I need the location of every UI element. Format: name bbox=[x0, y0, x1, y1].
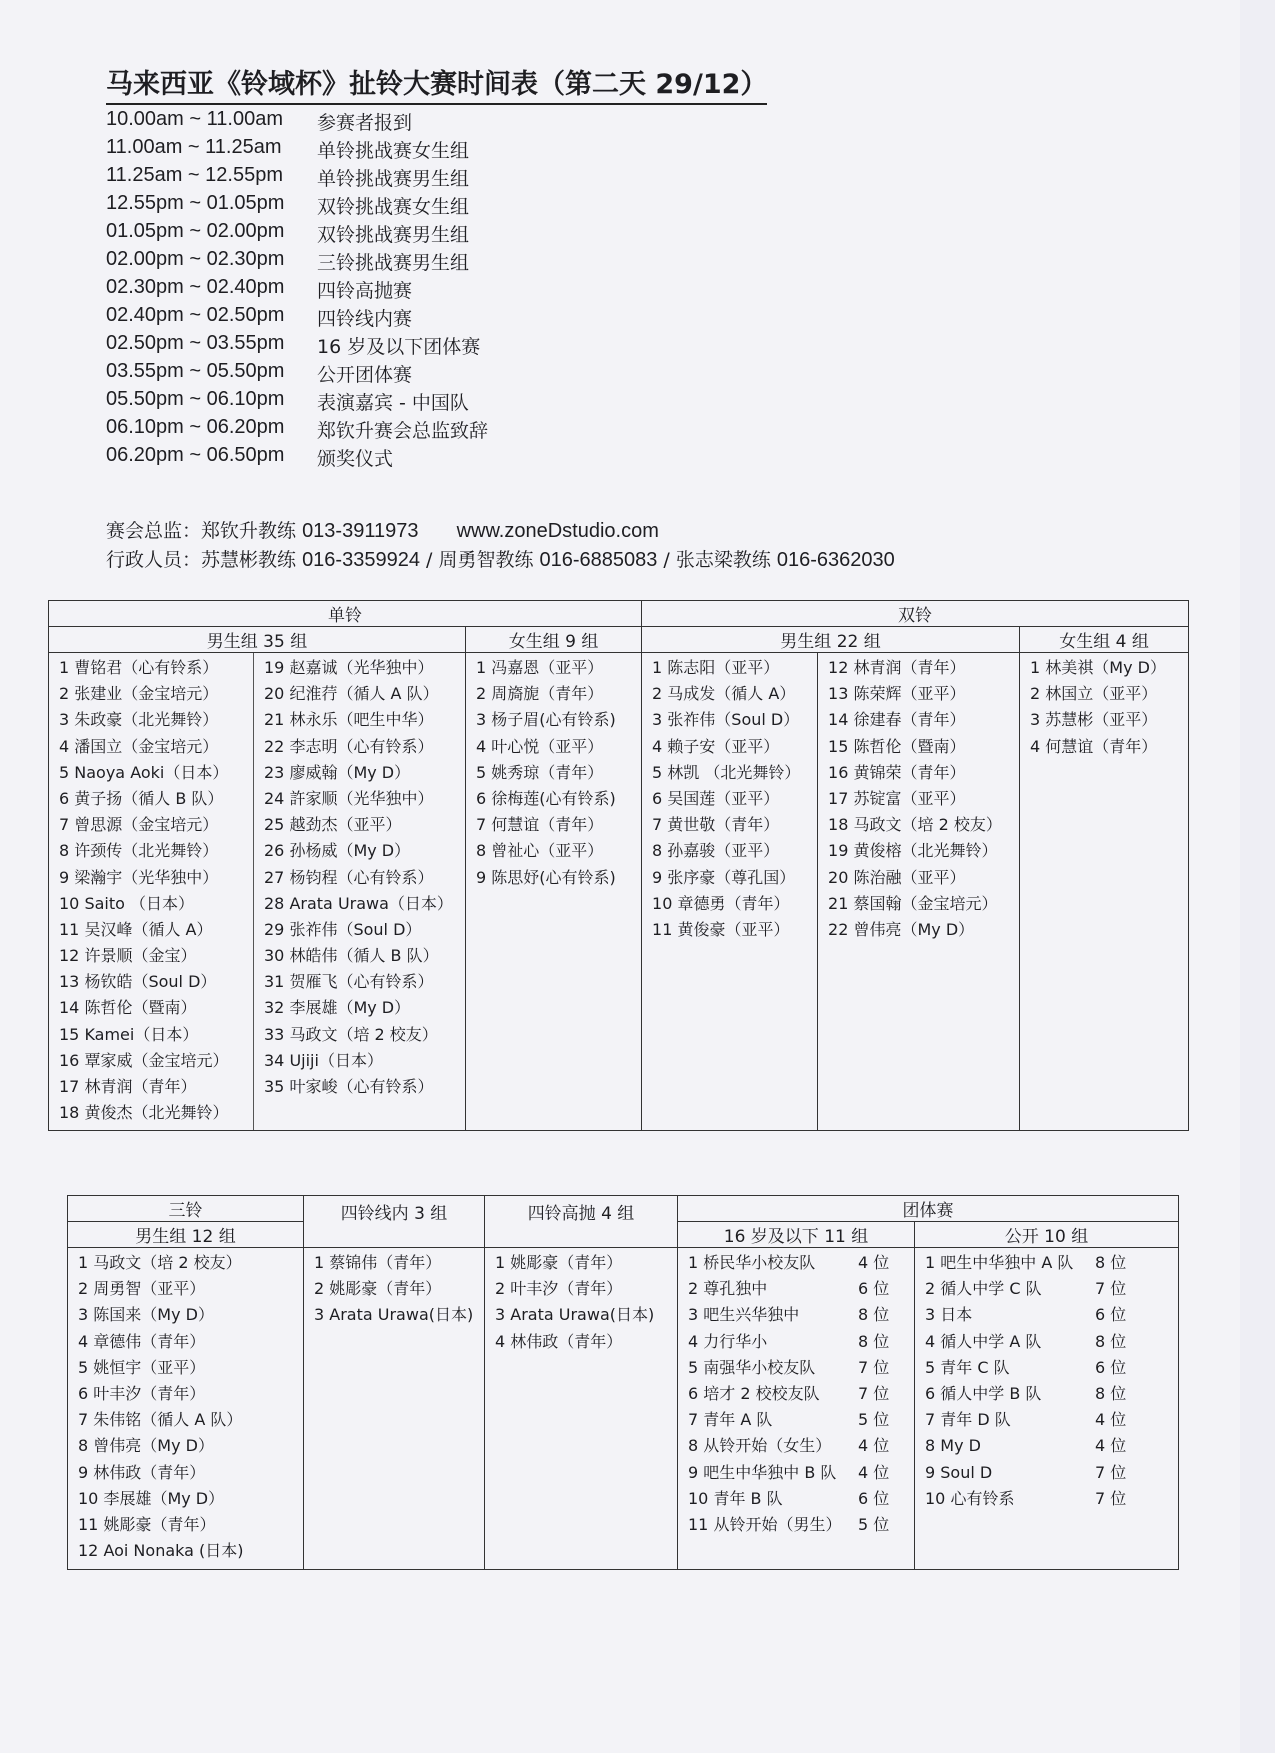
list-item: 6 徐梅莲(心有铃系) bbox=[476, 788, 616, 808]
team-name: 1 桥民华小校友队 bbox=[688, 1253, 816, 1272]
single-boys-list-1 bbox=[49, 653, 253, 1126]
schedule-time: 03.55pm ~ 05.50pm bbox=[106, 360, 285, 382]
single-girls-list bbox=[466, 653, 641, 891]
schedule-event: 郑钦升赛会总监致辞 bbox=[317, 420, 489, 442]
list-item: 23 廖威翰（My D） bbox=[264, 762, 411, 782]
schedule-event: 三铃挑战赛男生组 bbox=[317, 252, 470, 274]
list-item: 2 张建业（金宝培元） bbox=[59, 684, 219, 704]
schedule-time: 02.40pm ~ 02.50pm bbox=[106, 304, 285, 326]
list-item: 9 陈思妤(心有铃系) bbox=[476, 867, 616, 887]
schedule-event: 16 岁及以下团体赛 bbox=[317, 336, 481, 358]
list-item: 14 徐建春（青年） bbox=[828, 710, 966, 730]
schedule-time: 01.05pm ~ 02.00pm bbox=[106, 220, 285, 242]
team-player-count: 6 位 bbox=[858, 1279, 890, 1299]
list-item: 13 杨钦皓（Soul D） bbox=[59, 972, 217, 992]
schedule-event: 参赛者报到 bbox=[317, 112, 413, 134]
single-double-table bbox=[48, 600, 1189, 1131]
admin-phone-2: 016-6885083 bbox=[539, 549, 658, 571]
schedule-time: 11.00am ~ 11.25am bbox=[106, 136, 282, 158]
list-item: 11 吴汉峰（循人 A） bbox=[59, 919, 213, 939]
single-boys-list-2 bbox=[254, 653, 465, 1100]
team-row bbox=[925, 1381, 1178, 1407]
team-name: 2 循人中学 C 队 bbox=[925, 1279, 1042, 1299]
team-name: 2 尊孔独中 bbox=[688, 1279, 768, 1299]
team-name: 3 日本 bbox=[925, 1305, 973, 1325]
list-item: 35 叶家峻（心有铃系） bbox=[264, 1077, 434, 1096]
schedule-time: 12.55pm ~ 01.05pm bbox=[106, 192, 285, 214]
team-name: 10 青年 B 队 bbox=[688, 1488, 783, 1508]
team-name: 4 力行华小 bbox=[688, 1331, 768, 1351]
list-item: 12 Aoi Nonaka (日本) bbox=[78, 1541, 244, 1561]
four-high-header: 四铃高抛 4 组 bbox=[485, 1196, 678, 1248]
schedule-row bbox=[106, 332, 488, 360]
list-item: 15 Kamei（日本） bbox=[59, 1024, 199, 1044]
list-item: 2 周旖旎（青年） bbox=[476, 684, 604, 704]
team-row bbox=[925, 1329, 1178, 1355]
team-player-count: 8 位 bbox=[858, 1305, 890, 1325]
schedule-time: 10.00am ~ 11.00am bbox=[106, 108, 283, 130]
list-item: 1 马政文（培 2 校友） bbox=[78, 1253, 242, 1272]
page-title: 马来西亚《铃域杯》扯铃大赛时间表（第二天 29/12） bbox=[106, 62, 767, 105]
admin-phone-3: 016-6362030 bbox=[776, 549, 895, 571]
list-item: 1 冯嘉恩（亚平） bbox=[476, 658, 604, 677]
team-name: 8 My D bbox=[925, 1436, 981, 1456]
list-item: 18 马政文（培 2 校友） bbox=[828, 815, 1002, 835]
schedule-time: 11.25am ~ 12.55pm bbox=[106, 164, 283, 186]
double-boys-header: 男生组 22 组 bbox=[642, 627, 1020, 653]
list-item: 8 曾祉心（亚平） bbox=[476, 841, 604, 861]
list-item: 15 陈哲伦（暨南） bbox=[828, 736, 966, 756]
schedule-row bbox=[106, 304, 488, 332]
double-boys-list-1 bbox=[642, 653, 817, 943]
list-item: 20 纪淮荇（循人 A 队） bbox=[264, 684, 439, 704]
admin-separator-1: / 周勇智教练 bbox=[426, 549, 540, 571]
team-player-count: 7 位 bbox=[858, 1383, 890, 1403]
list-item: 22 曾伟亮（My D） bbox=[828, 919, 975, 939]
team-row bbox=[688, 1486, 914, 1512]
team-player-count: 4 位 bbox=[858, 1436, 890, 1456]
list-item: 9 林伟政（青年） bbox=[78, 1462, 206, 1482]
list-item: 6 叶丰汐（青年） bbox=[78, 1383, 206, 1403]
list-item: 3 朱政豪（北光舞铃） bbox=[59, 710, 219, 730]
list-item: 18 黄俊杰（北光舞铃） bbox=[59, 1103, 229, 1123]
four-high-list bbox=[485, 1248, 677, 1355]
team-player-count: 4 位 bbox=[858, 1462, 890, 1482]
list-item: 26 孙杨威（My D） bbox=[264, 841, 411, 861]
director-label: 赛会总监：郑钦升教练 bbox=[106, 520, 297, 542]
team-u16-header: 16 岁及以下 11 组 bbox=[678, 1222, 915, 1248]
list-item: 34 Ujiji（日本） bbox=[264, 1050, 383, 1070]
team-row bbox=[688, 1250, 914, 1276]
list-item: 1 曹铭君（心有铃系） bbox=[59, 658, 219, 677]
team-row bbox=[925, 1407, 1178, 1433]
list-item: 7 黄世敬（青年） bbox=[652, 815, 780, 835]
schedule-event: 四铃高抛赛 bbox=[317, 280, 413, 302]
list-item: 8 曾伟亮（My D） bbox=[78, 1436, 214, 1456]
list-item: 7 朱伟铭（循人 A 队） bbox=[78, 1410, 243, 1430]
team-row bbox=[925, 1460, 1178, 1486]
list-item: 4 章德伟（青年） bbox=[78, 1331, 206, 1351]
admin-separator-2: / 张志梁教练 bbox=[663, 549, 777, 571]
team-player-count: 7 位 bbox=[1095, 1462, 1127, 1482]
list-item: 5 林凯 （北光舞铃） bbox=[652, 762, 801, 782]
list-item: 5 姚秀琼（青年） bbox=[476, 762, 604, 782]
schedule-event: 双铃挑战赛女生组 bbox=[317, 196, 470, 218]
list-item: 9 张序豪（尊孔国） bbox=[652, 867, 796, 887]
team-name: 10 心有铃系 bbox=[925, 1488, 1015, 1508]
list-item: 27 杨钧程（心有铃系） bbox=[264, 867, 434, 887]
double-girls-list bbox=[1020, 653, 1188, 760]
schedule-row bbox=[106, 192, 488, 220]
team-player-count: 6 位 bbox=[1095, 1305, 1127, 1325]
list-item: 12 林青润（青年） bbox=[828, 658, 966, 677]
schedule-event: 单铃挑战赛男生组 bbox=[317, 168, 470, 190]
contacts-block bbox=[106, 516, 895, 574]
list-item: 12 许景顺（金宝） bbox=[59, 946, 197, 966]
schedule-event: 四铃线内赛 bbox=[317, 308, 413, 330]
list-item: 3 Arata Urawa(日本) bbox=[495, 1305, 655, 1325]
list-item: 10 Saito （日本） bbox=[59, 893, 195, 913]
team-player-count: 5 位 bbox=[858, 1410, 890, 1430]
schedule-event: 双铃挑战赛男生组 bbox=[317, 224, 470, 246]
list-item: 29 张祚伟（Soul D） bbox=[264, 919, 422, 939]
team-player-count: 8 位 bbox=[1095, 1383, 1127, 1403]
schedule-row bbox=[106, 276, 488, 304]
list-item: 10 章德勇（青年） bbox=[652, 893, 790, 913]
schedule-time: 02.30pm ~ 02.40pm bbox=[106, 276, 285, 298]
team-player-count: 4 位 bbox=[1095, 1436, 1127, 1456]
admin-label: 行政人员：苏慧彬教练 bbox=[106, 549, 297, 571]
schedule-row bbox=[106, 220, 488, 248]
list-item: 28 Arata Urawa（日本） bbox=[264, 893, 453, 913]
team-name: 7 青年 D 队 bbox=[925, 1410, 1011, 1430]
list-item: 32 李展雄（My D） bbox=[264, 998, 411, 1018]
list-item: 2 姚彫豪（青年） bbox=[314, 1279, 442, 1299]
list-item: 8 许颈传（北光舞铃） bbox=[59, 841, 219, 861]
schedule-event: 颁奖仪式 bbox=[317, 448, 394, 470]
team-row bbox=[925, 1486, 1178, 1512]
team-player-count: 4 位 bbox=[858, 1253, 890, 1272]
director-phone: 013-3911973 bbox=[302, 520, 419, 542]
list-item: 2 林国立（亚平） bbox=[1030, 684, 1158, 704]
team-row bbox=[925, 1433, 1178, 1459]
list-item: 6 黄子扬（循人 B 队） bbox=[59, 788, 224, 808]
admin-line bbox=[106, 545, 895, 574]
list-item: 4 潘国立（金宝培元） bbox=[59, 736, 219, 756]
list-item: 17 林青润（青年） bbox=[59, 1077, 197, 1096]
four-line-list bbox=[304, 1248, 484, 1329]
list-item: 3 苏慧彬（亚平） bbox=[1030, 710, 1158, 730]
list-item: 17 苏锭富（亚平） bbox=[828, 788, 966, 808]
list-item: 11 姚彫豪（青年） bbox=[78, 1514, 216, 1534]
schedule-row bbox=[106, 136, 488, 164]
list-item: 7 曾思源（金宝培元） bbox=[59, 815, 219, 835]
website-link[interactable]: www.zoneDstudio.com bbox=[456, 520, 659, 542]
team-row bbox=[925, 1302, 1178, 1328]
schedule-row bbox=[106, 108, 488, 136]
schedule-event: 表演嘉宾 - 中国队 bbox=[317, 392, 469, 414]
schedule-event: 单铃挑战赛女生组 bbox=[317, 140, 470, 162]
list-item: 1 陈志阳（亚平） bbox=[652, 658, 780, 677]
triple-boys-list bbox=[68, 1248, 303, 1564]
single-header: 单铃 bbox=[49, 601, 642, 627]
list-item: 9 梁瀚宇（光华独中） bbox=[59, 867, 219, 887]
admin-phone-1: 016-3359924 bbox=[302, 549, 420, 571]
team-name: 1 吧生中华独中 A 队 bbox=[925, 1253, 1074, 1272]
schedule-row bbox=[106, 360, 488, 388]
list-item: 30 林皓伟（循人 B 队） bbox=[264, 946, 439, 966]
list-item: 1 姚彫豪（青年） bbox=[495, 1253, 623, 1272]
list-item: 33 马政文（培 2 校友） bbox=[264, 1024, 438, 1044]
schedule-row bbox=[106, 416, 488, 444]
team-name: 7 青年 A 队 bbox=[688, 1410, 773, 1430]
team-row bbox=[688, 1329, 914, 1355]
team-name: 5 青年 C 队 bbox=[925, 1357, 1010, 1377]
team-name: 5 南强华小校友队 bbox=[688, 1357, 816, 1377]
team-row bbox=[688, 1512, 914, 1538]
triple-boys-header: 男生组 12 组 bbox=[68, 1222, 304, 1248]
team-open-list bbox=[915, 1248, 1178, 1512]
team-row bbox=[688, 1460, 914, 1486]
team-player-count: 5 位 bbox=[858, 1514, 890, 1534]
list-item: 24 許家顺（光华独中） bbox=[264, 788, 434, 808]
team-name: 3 吧生兴华独中 bbox=[688, 1305, 800, 1325]
team-row bbox=[688, 1355, 914, 1381]
list-item: 1 蔡锦伟（青年） bbox=[314, 1253, 442, 1272]
schedule-time: 02.00pm ~ 02.30pm bbox=[106, 248, 285, 270]
team-name: 9 吧生中华独中 B 队 bbox=[688, 1462, 837, 1482]
list-item: 2 叶丰汐（青年） bbox=[495, 1279, 623, 1299]
team-row bbox=[688, 1381, 914, 1407]
list-item: 21 林永乐（吧生中华） bbox=[264, 710, 434, 730]
team-u16-list bbox=[678, 1248, 914, 1538]
list-item: 4 赖子安（亚平） bbox=[652, 736, 780, 756]
double-girls-header: 女生组 4 组 bbox=[1020, 627, 1189, 653]
schedule-row bbox=[106, 444, 488, 472]
team-row bbox=[925, 1250, 1178, 1276]
team-player-count: 4 位 bbox=[1095, 1410, 1127, 1430]
team-name: 4 循人中学 A 队 bbox=[925, 1331, 1042, 1351]
team-player-count: 7 位 bbox=[1095, 1488, 1127, 1508]
team-row bbox=[925, 1355, 1178, 1381]
list-item: 11 黄俊豪（亚平） bbox=[652, 919, 790, 939]
team-player-count: 8 位 bbox=[1095, 1331, 1127, 1351]
team-row bbox=[688, 1407, 914, 1433]
list-item: 4 何慧谊（青年） bbox=[1030, 736, 1158, 756]
list-item: 5 Naoya Aoki（日本） bbox=[59, 762, 229, 782]
schedule-list bbox=[106, 108, 488, 472]
list-item: 16 覃家威（金宝培元） bbox=[59, 1050, 229, 1070]
team-open-header: 公开 10 组 bbox=[915, 1222, 1179, 1248]
schedule-time: 06.20pm ~ 06.50pm bbox=[106, 444, 285, 466]
team-player-count: 6 位 bbox=[1095, 1357, 1127, 1377]
list-item: 2 周勇智（亚平） bbox=[78, 1279, 206, 1299]
list-item: 10 李展雄（My D） bbox=[78, 1488, 225, 1508]
list-item: 25 越劲杰（亚平） bbox=[264, 815, 402, 835]
list-item: 4 叶心悦（亚平） bbox=[476, 736, 604, 756]
triple-four-team-table bbox=[67, 1195, 1179, 1570]
list-item: 19 黄俊榕（北光舞铃） bbox=[828, 841, 998, 861]
list-item: 6 吴国莲（亚平） bbox=[652, 788, 780, 808]
schedule-time: 05.50pm ~ 06.10pm bbox=[106, 388, 285, 410]
team-player-count: 8 位 bbox=[858, 1331, 890, 1351]
team-row bbox=[688, 1276, 914, 1302]
team-name: 8 从铃开始（女生） bbox=[688, 1436, 832, 1456]
schedule-time: 02.50pm ~ 03.55pm bbox=[106, 332, 285, 354]
list-item: 20 陈治融（亚平） bbox=[828, 867, 966, 887]
list-item: 2 马成发（循人 A） bbox=[652, 684, 796, 704]
list-item: 3 陈国来（My D） bbox=[78, 1305, 214, 1325]
list-item: 1 林美祺（My D） bbox=[1030, 658, 1166, 677]
team-player-count: 6 位 bbox=[858, 1488, 890, 1508]
team-name: 9 Soul D bbox=[925, 1462, 993, 1482]
team-row bbox=[688, 1433, 914, 1459]
team-player-count: 7 位 bbox=[858, 1357, 890, 1377]
single-girls-header: 女生组 9 组 bbox=[466, 627, 642, 653]
list-item: 14 陈哲伦（暨南） bbox=[59, 998, 197, 1018]
team-row bbox=[925, 1276, 1178, 1302]
team-header: 团体赛 bbox=[678, 1196, 1179, 1222]
team-name: 6 培才 2 校校友队 bbox=[688, 1383, 820, 1403]
schedule-time: 06.10pm ~ 06.20pm bbox=[106, 416, 285, 438]
double-header: 双铃 bbox=[642, 601, 1189, 627]
director-line bbox=[106, 516, 895, 545]
list-item: 21 蔡国翰（金宝培元） bbox=[828, 893, 998, 913]
list-item: 19 赵嘉诚（光华独中） bbox=[264, 658, 434, 677]
single-boys-header: 男生组 35 组 bbox=[49, 627, 466, 653]
schedule-row bbox=[106, 388, 488, 416]
list-item: 13 陈荣辉（亚平） bbox=[828, 684, 966, 704]
list-item: 3 张祚伟（Soul D） bbox=[652, 710, 800, 730]
list-item: 3 杨子眉(心有铃系) bbox=[476, 710, 616, 730]
team-player-count: 8 位 bbox=[1095, 1253, 1127, 1272]
list-item: 5 姚恒宇（亚平） bbox=[78, 1357, 206, 1377]
four-line-header: 四铃线内 3 组 bbox=[304, 1196, 485, 1248]
list-item: 22 李志明（心有铃系） bbox=[264, 736, 434, 756]
schedule-row bbox=[106, 164, 488, 192]
double-boys-list-2 bbox=[818, 653, 1019, 943]
list-item: 3 Arata Urawa(日本) bbox=[314, 1305, 474, 1325]
team-row bbox=[688, 1302, 914, 1328]
list-item: 4 林伟政（青年） bbox=[495, 1331, 623, 1351]
team-name: 11 从铃开始（男生） bbox=[688, 1514, 842, 1534]
triple-header: 三铃 bbox=[68, 1196, 304, 1222]
list-item: 16 黄锦荣（青年） bbox=[828, 762, 966, 782]
team-name: 6 循人中学 B 队 bbox=[925, 1383, 1042, 1403]
list-item: 31 贺雁飞（心有铃系） bbox=[264, 972, 434, 992]
schedule-event: 公开团体赛 bbox=[317, 364, 413, 386]
team-player-count: 7 位 bbox=[1095, 1279, 1127, 1299]
list-item: 7 何慧谊（青年） bbox=[476, 815, 604, 835]
schedule-row bbox=[106, 248, 488, 276]
list-item: 8 孙嘉骏（亚平） bbox=[652, 841, 780, 861]
